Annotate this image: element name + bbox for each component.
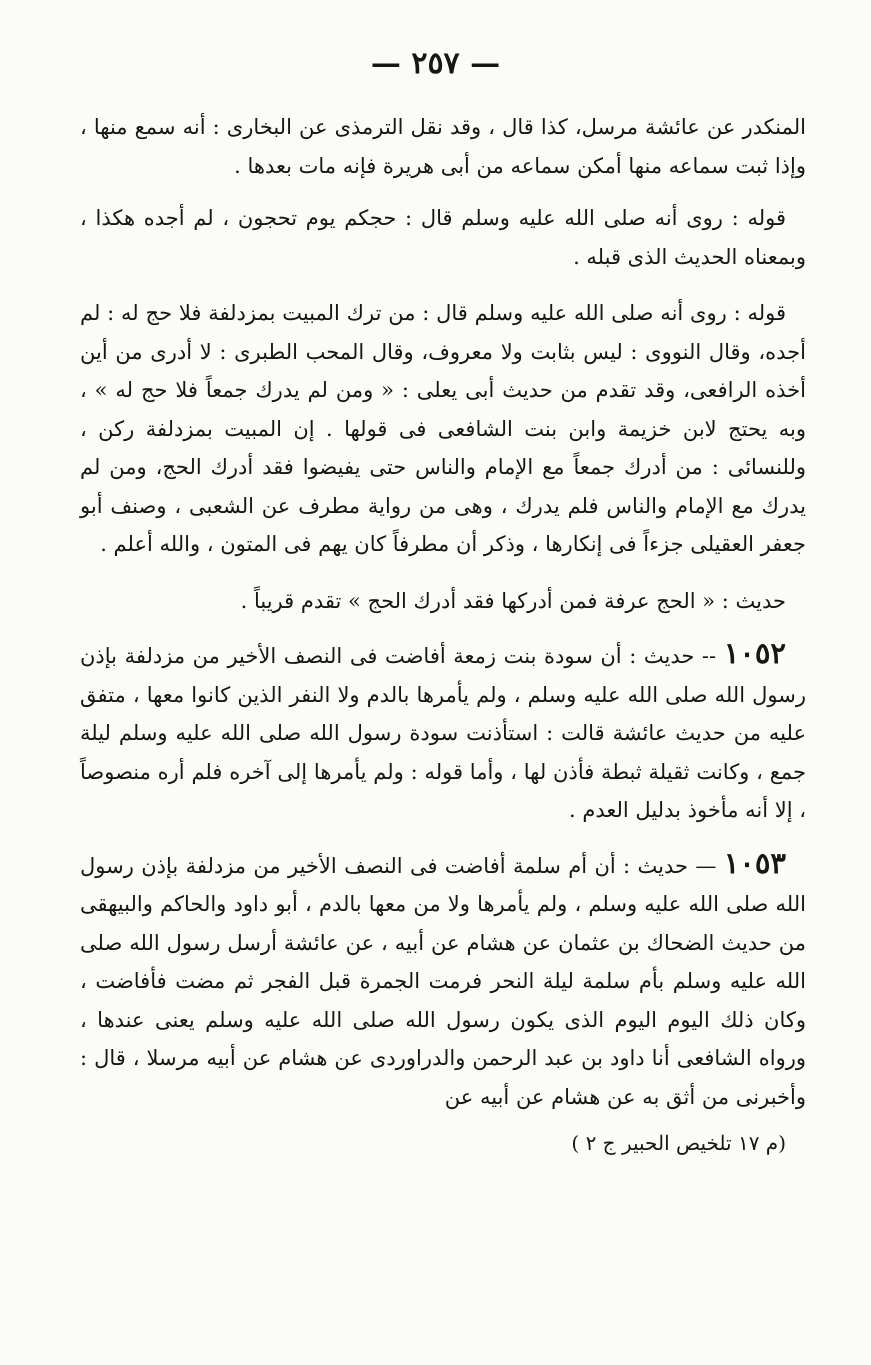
hadith-1052 bbox=[80, 634, 806, 830]
paragraph-2: قوله : روى أنه صلى الله عليه وسلم قال : حجكم يوم تحجون ، لم أجده هكذا ، وبمعناه الحديث الذى قبله . bbox=[80, 206, 806, 269]
hadith-1053 bbox=[80, 844, 806, 1117]
hadith-number: ١٠٥٣ bbox=[723, 845, 786, 880]
hadith-number: ١٠٥٢ bbox=[723, 636, 786, 670]
hadith-text: — حديث : أن أم سلمة أفاضت فى النصف الأخير من مزدلفة بإذن رسول الله صلى الله عليه وسلم ، ولم يأمرها ولا من معها بالدم ، أبو داود والحاكم والبيهقى من حديث الضحاك بن عثمان عن هشام عن أبيه ، عن عائشة أرسل رسول الله صلى الله عليه وسلم بأم سلمة ليلة النحر فرمت الجمرة قبل الفجر ثم مضت فأفاضت ، وكان ذلك اليوم اليوم الذى يكون رسول الله صلى الله عليه وسلم يعنى عندها ، ورواه الشافعى أنا داود بن عبد الرحمن والدراوردى عن هشام عن أبيه مرسلا ، قال : وأخبرنى من أثق به عن هشام عن أبيه عن bbox=[80, 853, 806, 1109]
page-number: — ٢٥٧ — bbox=[370, 46, 501, 81]
hadith-text: -- حديث : أن سودة بنت زمعة أفاضت فى النصف الأخير من مزدلفة بإذن رسول الله صلى الله عليه وسلم ، ولم يأمرها بالدم ولا النفر الذين كانوا معها ، متفق عليه من حديث عائشة قالت : استأذنت سودة رسول الله صلى الله عليه وسلم ليلة جمع ، وكانت ثقيلة ثبطة فأذن لها ، وأما قوله : ولم يأمرها إلى آخره فلم أره منصوصاً ، إلا أنه مأخوذ بدليل العدم . bbox=[80, 644, 806, 822]
paragraph-1: المنكدر عن عائشة مرسل، كذا قال ، وقد نقل الترمذى عن البخارى : أنه سمع منها ، وإذا ثبت سماعه منها أمكن سماعه من أبى هريرة فإنه مات بعدها . bbox=[80, 115, 806, 178]
paragraph-3: قوله : روى أنه صلى الله عليه وسلم قال : من ترك المبيت بمزدلفة فلا حج له : لم أجده، وقال النووى : ليس بثابت ولا معروف، وقال المحب الطبرى : لا أدرى من أين أخذه الرافعى، وقد تقدم من حديث أبى يعلى : « ومن لم يدرك جمعاً فلا حج له » ، وبه يحتج لابن خزيمة وابن بنت الشافعى فى قولها . إن المبيت بمزدلفة ركن ، وللنسائى : من أدرك جمعاً مع الإمام والناس حتى يفيضوا فقد أدرك الحج، ومن لم يدرك مع الإمام والناس فلم يدرك ، وهى من رواية مطرف عن الشعبى ، وصنف أبو جعفر العقيلى جزءاً فى إنكارها ، وذكر أن مطرفاً كان يهم فى المتون ، والله أعلم . bbox=[80, 301, 806, 556]
paragraph-4: حديث : « الحج عرفة فمن أدركها فقد أدرك الحج » تقدم قريباً . bbox=[240, 588, 786, 613]
body-text bbox=[80, 108, 806, 1163]
footer-signature: (م ١٧ تلخيص الحبير ج ٢ ) bbox=[571, 1131, 786, 1155]
